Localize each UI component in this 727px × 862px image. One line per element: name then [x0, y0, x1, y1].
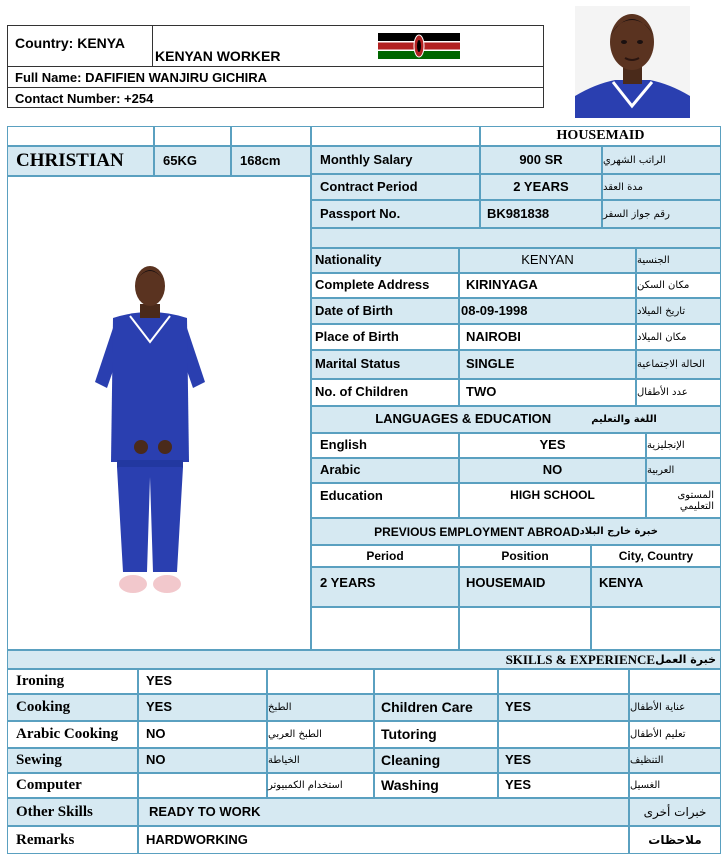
emp-empty-2 [459, 607, 591, 650]
skills-header [7, 650, 721, 669]
weight-cell: 65KG [154, 146, 231, 176]
children-label: No. of Children [311, 379, 459, 406]
other-skills-ar: خبرات أخرى [629, 798, 721, 826]
height-cell: 168cm [231, 146, 311, 176]
skill-sewing-ar: الخياطة [267, 748, 374, 773]
arabic-value: NO [459, 458, 646, 483]
header-contact: Contact Number: +254 [15, 91, 154, 106]
english-ar: الإنجليزية [646, 433, 721, 458]
remarks-ar: ملاحظات [629, 826, 721, 854]
emp-header-city: City, Country [591, 545, 721, 567]
marital-value: SINGLE [459, 350, 636, 379]
skill-ironing-ar [267, 669, 374, 694]
skill-tutoring-label: Tutoring [374, 721, 498, 748]
skill-washing-label: Washing [374, 773, 498, 798]
skill-cleaning-value: YES [498, 748, 629, 773]
skill-sewing-label: Sewing [7, 748, 138, 773]
header-full-name: Full Name: DAFIFIEN WANJIRU GICHIRA [15, 70, 268, 85]
nationality-ar: الجنسية [636, 248, 721, 273]
emp-empty-1 [311, 607, 459, 650]
contract-label: Contract Period [311, 174, 480, 200]
children-ar: عدد الأطفال [636, 379, 721, 406]
education-ar: المستوى التعليمي [646, 483, 721, 518]
skills-title: SKILLS & EXPERIENCE [505, 651, 656, 667]
religion-cell: CHRISTIAN [7, 146, 154, 176]
salary-value: 900 SR [480, 146, 602, 174]
contract-ar: مدة العقد [602, 174, 721, 200]
passport-ar: رقم جواز السفر [602, 200, 721, 228]
skill-arabic-cooking-label: Arabic Cooking [7, 721, 138, 748]
english-label: English [311, 433, 459, 458]
skill-computer-value [138, 773, 267, 798]
emp-row-city: KENYA [591, 567, 721, 607]
emp-header-period: Period [311, 545, 459, 567]
full-body-photo [85, 262, 215, 602]
passport-label: Passport No. [311, 200, 480, 228]
employment-title: PREVIOUS EMPLOYMENT ABROAD [374, 524, 580, 539]
skill-sewing-value: NO [138, 748, 267, 773]
header-line-2 [7, 87, 544, 88]
languages-title-ar: اللغة والتعليم [591, 414, 657, 425]
nationality-value: KENYAN [459, 248, 636, 273]
languages-title: LANGUAGES & EDUCATION [375, 411, 552, 427]
pob-value: NAIROBI [459, 324, 636, 350]
children-value: TWO [459, 379, 636, 406]
headshot-photo [575, 6, 690, 118]
skill-r0-value [498, 669, 629, 694]
address-ar: مكان السكن [636, 273, 721, 298]
skill-childcare-label: Children Care [374, 694, 498, 721]
skill-cooking-value: YES [138, 694, 267, 721]
education-value: HIGH SCHOOL [459, 483, 646, 518]
emp-header-position: Position [459, 545, 591, 567]
address-label: Complete Address [311, 273, 459, 298]
position-title: HOUSEMAID [480, 126, 721, 146]
header-country: Country: KENYA [15, 35, 125, 51]
top-empty-3 [231, 126, 311, 146]
skill-cooking-label: Cooking [7, 694, 138, 721]
kenya-flag [378, 33, 460, 59]
skill-cleaning-ar: التنظيف [629, 748, 721, 773]
skills-title-ar: خبرة العمل [655, 653, 716, 666]
employment-title-ar: خبرة خارج البلاد [579, 526, 658, 537]
skill-ironing-value: YES [138, 669, 267, 694]
skill-childcare-value: YES [498, 694, 629, 721]
other-skills-value: READY TO WORK [138, 798, 629, 826]
address-value: KIRINYAGA [459, 273, 636, 298]
top-empty-2 [154, 126, 231, 146]
dob-value: 08-09-1998 [459, 298, 636, 324]
skill-cooking-ar: الطبخ [267, 694, 374, 721]
nationality-label: Nationality [311, 248, 459, 273]
skill-tutoring-ar: تعليم الأطفال [629, 721, 721, 748]
skill-washing-ar: الغسيل [629, 773, 721, 798]
skill-computer-label: Computer [7, 773, 138, 798]
dob-ar: تاريخ الميلاد [636, 298, 721, 324]
skill-cleaning-label: Cleaning [374, 748, 498, 773]
skill-ironing-label: Ironing [7, 669, 138, 694]
arabic-ar: العربية [646, 458, 721, 483]
skill-childcare-ar: عناية الأطفال [629, 694, 721, 721]
marital-label: Marital Status [311, 350, 459, 379]
salary-ar: الراتب الشهري [602, 146, 721, 174]
contract-value: 2 YEARS [480, 174, 602, 200]
header-worker-type: KENYAN WORKER [155, 48, 281, 64]
other-skills-label: Other Skills [7, 798, 138, 826]
spacer-row [311, 228, 721, 248]
header-line-1 [7, 66, 544, 67]
employment-header [311, 518, 721, 545]
education-label: Education [311, 483, 459, 518]
skill-washing-value: YES [498, 773, 629, 798]
dob-label: Date of Birth [311, 298, 459, 324]
skill-r0-label [374, 669, 498, 694]
top-empty-4 [311, 126, 480, 146]
skill-computer-ar: استخدام الكمبيوتر [267, 773, 374, 798]
marital-ar: الحالة الاجتماعية [636, 350, 721, 379]
skill-arabic-cooking-ar: الطبخ العربي [267, 721, 374, 748]
pob-label: Place of Birth [311, 324, 459, 350]
emp-empty-3 [591, 607, 721, 650]
remarks-label: Remarks [7, 826, 138, 854]
emp-row-position: HOUSEMAID [459, 567, 591, 607]
remarks-value: HARDWORKING [138, 826, 629, 854]
passport-value: BK981838 [480, 200, 602, 228]
skill-r0-ar [629, 669, 721, 694]
pob-ar: مكان الميلاد [636, 324, 721, 350]
skill-tutoring-value [498, 721, 629, 748]
english-value: YES [459, 433, 646, 458]
arabic-label: Arabic [311, 458, 459, 483]
skill-arabic-cooking-value: NO [138, 721, 267, 748]
languages-header [311, 406, 721, 433]
emp-row-period: 2 YEARS [311, 567, 459, 607]
salary-label: Monthly Salary [311, 146, 480, 174]
top-empty-1 [7, 126, 154, 146]
